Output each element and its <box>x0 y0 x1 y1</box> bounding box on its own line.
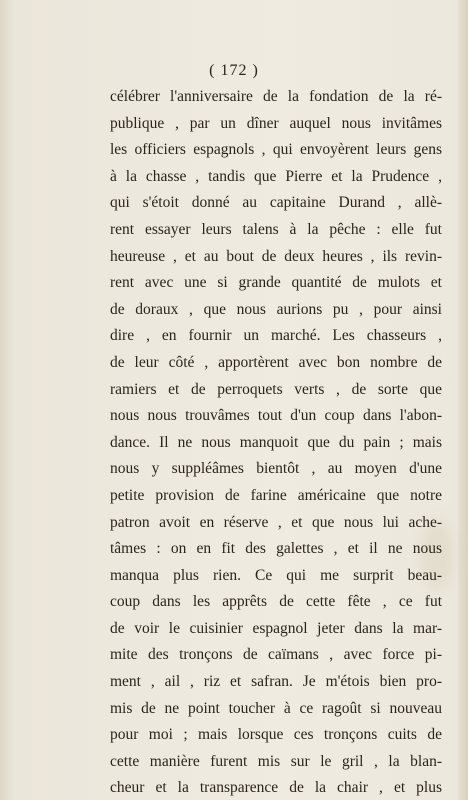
text-line: de leur côté , apportèrent avec bon nombre de <box>110 353 442 371</box>
text-line: de voir le cuisinier espagnol jeter dans la mar- <box>110 619 442 637</box>
text-line: cheur et la transparence de la chair , et plus <box>110 779 442 797</box>
text-line: tâmes : on en fit des galettes , et il ne nous <box>110 540 442 558</box>
page-number: ( 172 ) <box>209 62 259 79</box>
text-line: pour moi ; mais lorsque ces tronçons cuits de <box>110 726 442 744</box>
text-line: qui s'étoit donné au capitaine Durand , allè- <box>110 194 442 212</box>
text-line: mite des tronçons de caïmans , avec force pi- <box>110 646 442 664</box>
text-line: nous y suppléâmes bientôt , au moyen d'une <box>110 460 442 478</box>
text-line: heureuse , et au bout de deux heures , ils revin- <box>110 247 442 265</box>
text-line: manqua plus rien. Ce qui me surprit beau- <box>110 566 442 584</box>
text-line: nous nous trouvâmes tout d'un coup dans l'abon- <box>110 407 442 425</box>
text-line: célébrer l'anniversaire de la fondation de la ré- <box>110 88 442 105</box>
text-line: mis de ne point toucher à ce ragoût si nouveau <box>110 699 442 717</box>
text-line: patron avoit en réserve , et que nous lui ache- <box>110 513 442 531</box>
text-line: coup dans les apprêts de cette fête , ce fut <box>110 593 442 611</box>
text-line: les officiers espagnols , qui envoyèrent leurs gens <box>110 141 442 159</box>
text-line: dance. Il ne nous manquoit que du pain ; mais <box>110 433 442 451</box>
text-line: cette manière furent mis sur le gril , la blan- <box>110 752 442 770</box>
text-line: ment , ail , riz et safran. Je m'étois bien pro- <box>110 673 442 691</box>
text-line: ramiers et de perroquets verts , de sorte que <box>110 380 442 398</box>
page-edge-shadow <box>458 0 468 800</box>
text-line: publique , par un dîner auquel nous invitâmes <box>110 114 442 132</box>
text-line: rent avec une si grande quantité de mulots et <box>110 274 442 292</box>
text-line: à la chasse , tandis que Pierre et la Prudence , <box>110 167 442 185</box>
text-line: de doraux , que nous aurions pu , pour ainsi <box>110 300 442 318</box>
body-text <box>110 84 442 800</box>
text-line: dire , en fournir un marché. Les chasseurs , <box>110 327 442 345</box>
text-line: rent essayer leurs talens à la pêche : elle fut <box>110 220 442 238</box>
text-line: petite provision de farine américaine que notre <box>110 486 442 504</box>
